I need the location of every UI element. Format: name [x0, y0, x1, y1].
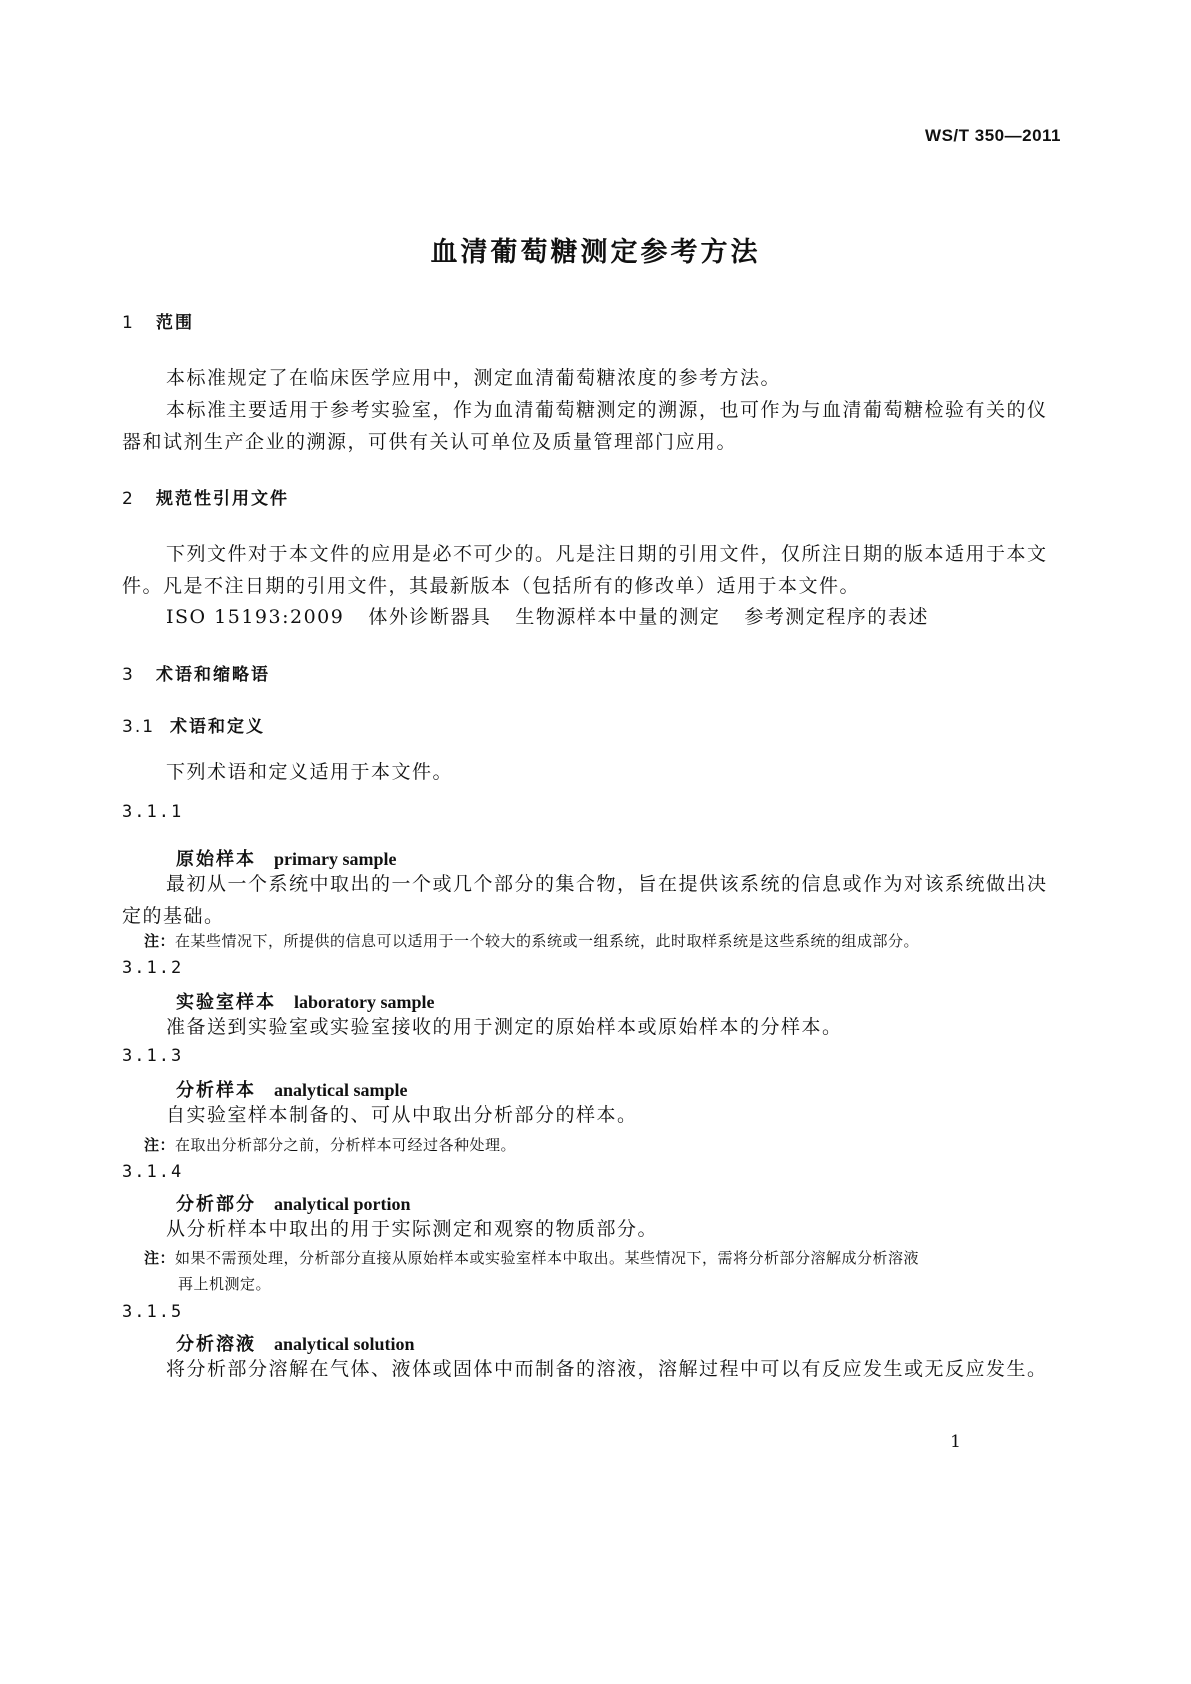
reference-title-part: 体外诊断器具 [368, 606, 492, 628]
section-1-body [122, 362, 1062, 458]
term-number: 3.1.1 [122, 802, 184, 822]
paragraph: 下列文件对于本文件的应用是必不可少的。凡是注日期的引用文件，仅所注日期的版本适用于本文件。凡是不注日期的引用文件，其最新版本（包括所有的修改单）适用于本文件。 [122, 543, 1048, 597]
reference-title-part: 参考测定程序的表述 [744, 606, 929, 628]
section-number: 2 [122, 489, 135, 509]
term-en: analytical portion [274, 1194, 411, 1214]
term-definition [122, 1213, 1062, 1245]
term-en: laboratory sample [294, 992, 435, 1012]
section-title: 术语和缩略语 [156, 665, 270, 685]
subsection-intro [122, 756, 1062, 788]
term-zh: 分析样本 [176, 1080, 256, 1101]
term-zh: 分析溶液 [176, 1334, 256, 1355]
section-2-heading [122, 484, 1062, 509]
term-definition [122, 868, 1062, 932]
term-en: analytical solution [274, 1334, 415, 1354]
paragraph: 从分析样本中取出的用于实际测定和观察的物质部分。 [166, 1218, 659, 1240]
normative-reference [122, 602, 1062, 629]
subsection-3-1-heading [122, 712, 1062, 737]
document-title: 血清葡萄糖测定参考方法 [430, 237, 761, 268]
note-text: 如果不需预处理，分析部分直接从原始样本或实验室样本中取出。某些情况下，需将分析部分溶解成分析溶液 [175, 1249, 920, 1267]
note-text: 在某些情况下，所提供的信息可以适用于一个较大的系统或一组系统，此时取样系统是这些系统的组成部分。 [175, 932, 920, 950]
note-continuation: 再上机测定。 [178, 1275, 272, 1293]
paragraph: 将分析部分溶解在气体、液体或固体中而制备的溶液，溶解过程中可以有反应发生或无反应发生。 [166, 1358, 1048, 1380]
section-number: 1 [122, 313, 135, 333]
page-number: 1 [950, 1432, 961, 1452]
term-en: analytical sample [274, 1080, 408, 1100]
section-number: 3 [122, 665, 135, 685]
subsection-title: 术语和定义 [170, 717, 265, 737]
paragraph: 本标准主要适用于参考实验室，作为血清葡萄糖测定的溯源，也可作为与血清葡萄糖检验有关的仪器和试剂生产企业的溯源，可供有关认可单位及质量管理部门应用。 [122, 399, 1048, 453]
term-zh: 实验室样本 [176, 992, 276, 1013]
paragraph: 最初从一个系统中取出的一个或几个部分的集合物，旨在提供该系统的信息或作为对该系统做出决定的基础。 [122, 873, 1048, 927]
note-label: 注： [144, 1136, 176, 1154]
section-title: 范围 [156, 313, 194, 333]
term-number: 3.1.3 [122, 1046, 184, 1066]
note-text: 在取出分析部分之前，分析样本可经过各种处理。 [175, 1136, 517, 1154]
section-title: 规范性引用文件 [156, 489, 289, 509]
reference-title-part: 生物源样本中量的测定 [515, 606, 721, 628]
paragraph: 下列术语和定义适用于本文件。 [166, 761, 454, 783]
paragraph: 本标准规定了在临床医学应用中，测定血清葡萄糖浓度的参考方法。 [166, 367, 782, 389]
term-number: 3.1.2 [122, 958, 184, 978]
note-label: 注： [144, 1249, 176, 1267]
term-number: 3.1.5 [122, 1302, 184, 1322]
term-number: 3.1.4 [122, 1162, 184, 1182]
term-note [122, 1132, 1084, 1158]
section-1-heading [122, 308, 1062, 333]
standard-code: WS/T 350—2011 [925, 126, 1061, 145]
term-note [122, 928, 1084, 954]
section-3-heading [122, 660, 1062, 685]
subsection-number: 3.1 [122, 717, 156, 737]
paragraph: 准备送到实验室或实验室接收的用于测定的原始样本或原始样本的分样本。 [166, 1016, 843, 1038]
term-zh: 分析部分 [176, 1194, 256, 1215]
term-zh: 原始样本 [176, 849, 256, 870]
term-en: primary sample [274, 849, 397, 869]
term-note [122, 1245, 1084, 1297]
term-definition [122, 1099, 1062, 1131]
term-definition [122, 1353, 1062, 1385]
term-definition [122, 1011, 1062, 1043]
reference-code: ISO 15193:2009 [166, 606, 345, 628]
note-label: 注： [144, 932, 176, 950]
paragraph: 自实验室样本制备的、可从中取出分析部分的样本。 [166, 1104, 638, 1126]
section-2-body [122, 538, 1062, 629]
